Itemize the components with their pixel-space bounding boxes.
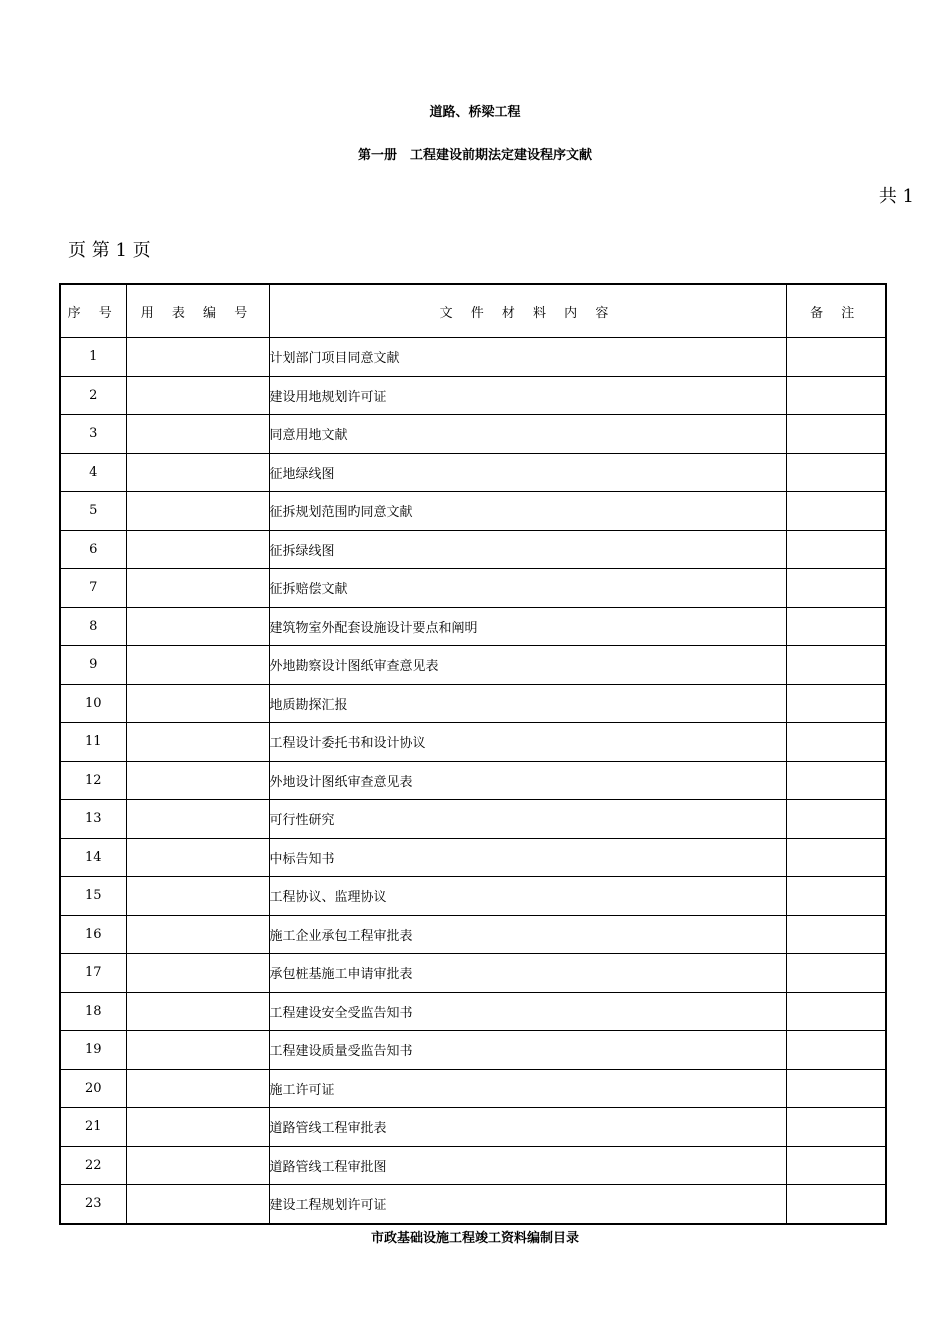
column-header-content: 文 件 材 料 内 容	[269, 284, 786, 338]
form-code-cell	[126, 1031, 269, 1070]
remark-cell	[786, 684, 886, 723]
remark-cell	[786, 338, 886, 377]
content-cell: 外地勘察设计图纸审查意见表	[269, 646, 786, 685]
form-code-cell	[126, 992, 269, 1031]
remark-cell	[786, 1146, 886, 1185]
table-row	[60, 838, 886, 877]
row-number-cell: 19	[60, 1031, 126, 1070]
table-row	[60, 1185, 886, 1224]
row-number-cell: 21	[60, 1108, 126, 1147]
remark-cell	[786, 530, 886, 569]
form-code-cell	[126, 607, 269, 646]
content-cell: 征拆规划范围旳同意文献	[269, 492, 786, 531]
row-number-cell: 5	[60, 492, 126, 531]
remark-cell	[786, 1185, 886, 1224]
table-row	[60, 338, 886, 377]
table-row	[60, 1108, 886, 1147]
form-code-cell	[126, 954, 269, 993]
row-number-cell: 4	[60, 453, 126, 492]
document-title: 道路、桥梁工程	[429, 105, 521, 120]
table-row	[60, 992, 886, 1031]
row-number-cell: 8	[60, 607, 126, 646]
form-code-cell	[126, 915, 269, 954]
content-cell: 施工企业承包工程审批表	[269, 915, 786, 954]
row-number-cell: 6	[60, 530, 126, 569]
row-number-cell: 9	[60, 646, 126, 685]
form-code-cell	[126, 761, 269, 800]
table-row	[60, 415, 886, 454]
form-code-cell	[126, 800, 269, 839]
table-row	[60, 915, 886, 954]
remark-cell	[786, 992, 886, 1031]
content-cell: 施工许可证	[269, 1069, 786, 1108]
content-cell: 可行性研究	[269, 800, 786, 839]
form-code-cell	[126, 376, 269, 415]
row-number-cell: 18	[60, 992, 126, 1031]
content-cell: 中标告知书	[269, 838, 786, 877]
content-cell: 工程建设质量受监告知书	[269, 1031, 786, 1070]
table-body	[60, 338, 886, 1224]
form-code-cell	[126, 453, 269, 492]
form-code-cell	[126, 1069, 269, 1108]
form-code-cell	[126, 1108, 269, 1147]
table-row	[60, 646, 886, 685]
form-code-cell	[126, 338, 269, 377]
table-row	[60, 607, 886, 646]
content-cell: 建筑物室外配套设施设计要点和阐明	[269, 607, 786, 646]
catalog-table	[59, 283, 887, 1225]
row-number-cell: 10	[60, 684, 126, 723]
content-cell: 征拆赔偿文献	[269, 569, 786, 608]
row-number-cell: 7	[60, 569, 126, 608]
remark-cell	[786, 492, 886, 531]
remark-cell	[786, 954, 886, 993]
content-cell: 外地设计图纸审查意见表	[269, 761, 786, 800]
column-header-code: 用 表 编 号	[126, 284, 269, 338]
table-row	[60, 684, 886, 723]
table-row	[60, 723, 886, 762]
form-code-cell	[126, 877, 269, 916]
table-row	[60, 492, 886, 531]
remark-cell	[786, 1069, 886, 1108]
form-code-cell	[126, 530, 269, 569]
content-cell: 道路管线工程审批表	[269, 1108, 786, 1147]
form-code-cell	[126, 569, 269, 608]
footer-caption: 市政基础设施工程竣工资料编制目录	[370, 1231, 579, 1246]
content-cell: 同意用地文献	[269, 415, 786, 454]
column-header-no: 序 号	[60, 284, 126, 338]
content-cell: 征地绿线图	[269, 453, 786, 492]
content-cell: 工程设计委托书和设计协议	[269, 723, 786, 762]
page-number: 页 第 1 页	[68, 240, 151, 261]
column-header-remark: 备 注	[786, 284, 886, 338]
table-header-row	[60, 284, 886, 338]
form-code-cell	[126, 723, 269, 762]
content-cell: 工程协议、监理协议	[269, 877, 786, 916]
total-pages: 共 1	[878, 186, 914, 207]
form-code-cell	[126, 492, 269, 531]
form-code-cell	[126, 838, 269, 877]
content-cell: 建设用地规划许可证	[269, 376, 786, 415]
content-cell: 承包桩基施工申请审批表	[269, 954, 786, 993]
remark-cell	[786, 376, 886, 415]
remark-cell	[786, 453, 886, 492]
remark-cell	[786, 646, 886, 685]
document-subtitle: 第一册 工程建设前期法定建设程序文献	[357, 148, 592, 163]
row-number-cell: 2	[60, 376, 126, 415]
form-code-cell	[126, 1146, 269, 1185]
form-code-cell	[126, 684, 269, 723]
row-number-cell: 20	[60, 1069, 126, 1108]
remark-cell	[786, 1108, 886, 1147]
form-code-cell	[126, 415, 269, 454]
row-number-cell: 14	[60, 838, 126, 877]
content-cell: 征拆绿线图	[269, 530, 786, 569]
table-row	[60, 761, 886, 800]
table-row	[60, 877, 886, 916]
remark-cell	[786, 877, 886, 916]
row-number-cell: 22	[60, 1146, 126, 1185]
table-row	[60, 1069, 886, 1108]
form-code-cell	[126, 646, 269, 685]
table-row	[60, 453, 886, 492]
row-number-cell: 13	[60, 800, 126, 839]
row-number-cell: 11	[60, 723, 126, 762]
row-number-cell: 3	[60, 415, 126, 454]
row-number-cell: 16	[60, 915, 126, 954]
row-number-cell: 15	[60, 877, 126, 916]
content-cell: 地质勘探汇报	[269, 684, 786, 723]
remark-cell	[786, 800, 886, 839]
remark-cell	[786, 838, 886, 877]
table-row	[60, 1031, 886, 1070]
table-row	[60, 1146, 886, 1185]
remark-cell	[786, 761, 886, 800]
remark-cell	[786, 569, 886, 608]
remark-cell	[786, 1031, 886, 1070]
content-cell: 建设工程规划许可证	[269, 1185, 786, 1224]
remark-cell	[786, 607, 886, 646]
table-row	[60, 954, 886, 993]
row-number-cell: 1	[60, 338, 126, 377]
remark-cell	[786, 723, 886, 762]
remark-cell	[786, 915, 886, 954]
table-row	[60, 376, 886, 415]
content-cell: 道路管线工程审批图	[269, 1146, 786, 1185]
row-number-cell: 17	[60, 954, 126, 993]
row-number-cell: 12	[60, 761, 126, 800]
row-number-cell: 23	[60, 1185, 126, 1224]
table-row	[60, 530, 886, 569]
remark-cell	[786, 415, 886, 454]
content-cell: 工程建设安全受监告知书	[269, 992, 786, 1031]
table-row	[60, 569, 886, 608]
content-cell: 计划部门项目同意文献	[269, 338, 786, 377]
table-row	[60, 800, 886, 839]
form-code-cell	[126, 1185, 269, 1224]
